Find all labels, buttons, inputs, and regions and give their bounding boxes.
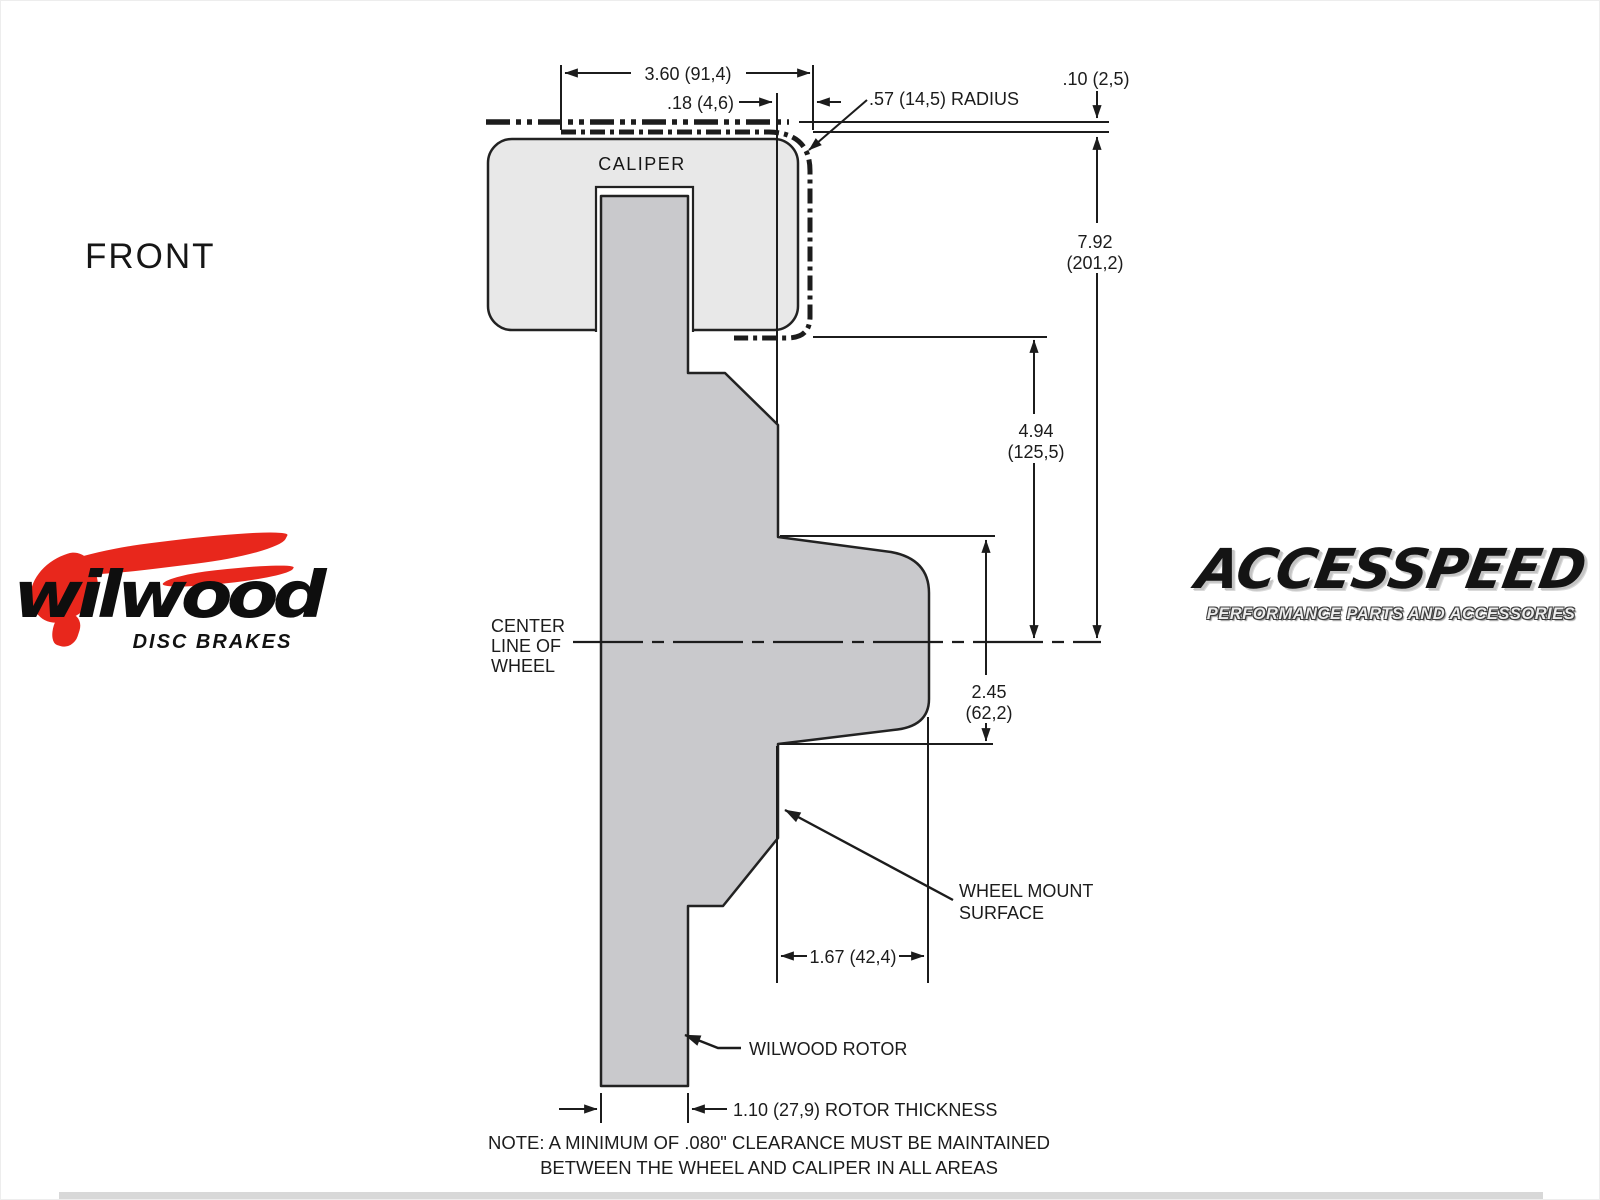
centerline-label-3: WHEEL: [491, 656, 556, 676]
dim-envelope-width: 3.60 (91,4): [644, 64, 732, 84]
dim-flange-height-mm: (62,2): [965, 703, 1013, 723]
note-line-2: BETWEEN THE WHEEL AND CALIPER IN ALL AREAS: [540, 1157, 998, 1178]
dim-overall-height-mm: (201,2): [1066, 253, 1124, 273]
dim-mount-depth: 1.67 (42,4): [809, 947, 897, 967]
centerline-label-2: LINE OF: [491, 636, 562, 656]
accesspeed-tagline: PERFORMANCE PARTS AND ACCESSORIES: [1206, 605, 1576, 623]
dim-wheel-clearance: .10 (2,5): [1062, 69, 1130, 89]
dim-caliper-to-center-mm: (125,5): [1007, 442, 1065, 462]
rotor-label: WILWOOD ROTOR: [749, 1039, 908, 1059]
image-bottom-edge: [59, 1192, 1543, 1200]
dim-rotor-thickness: 1.10 (27,9) ROTOR THICKNESS: [733, 1100, 998, 1120]
wilwood-wordmark: wilwood: [13, 559, 321, 633]
wilwood-tagline: DISC BRAKES: [132, 631, 293, 653]
dim-caliper-to-center-in: 4.94: [1018, 421, 1054, 441]
accesspeed-wordmark: ACCESSPEED: [1191, 537, 1591, 601]
dim-flange-height-in: 2.45: [971, 682, 1007, 702]
caliper-label: CALIPER: [598, 154, 686, 174]
dim-caliper-offset: .18 (4,6): [666, 93, 734, 113]
wheel-mount-label-2: SURFACE: [959, 903, 1045, 923]
front-view-label: FRONT: [85, 237, 216, 276]
dim-overall-height-in: 7.92: [1077, 232, 1113, 252]
dim-corner-radius: .57 (14,5) RADIUS: [869, 89, 1020, 109]
note-line-1: NOTE: A MINIMUM OF .080" CLEARANCE MUST BE MAINTAINED: [487, 1132, 1051, 1153]
brake-cross-section-drawing: [1, 1, 1600, 1200]
centerline-label-1: CENTER: [491, 616, 566, 636]
corner-radius-leader: [809, 100, 867, 150]
rotor-leader: [685, 1035, 741, 1048]
wheel-mount-label-1: WHEEL MOUNT: [959, 881, 1094, 901]
